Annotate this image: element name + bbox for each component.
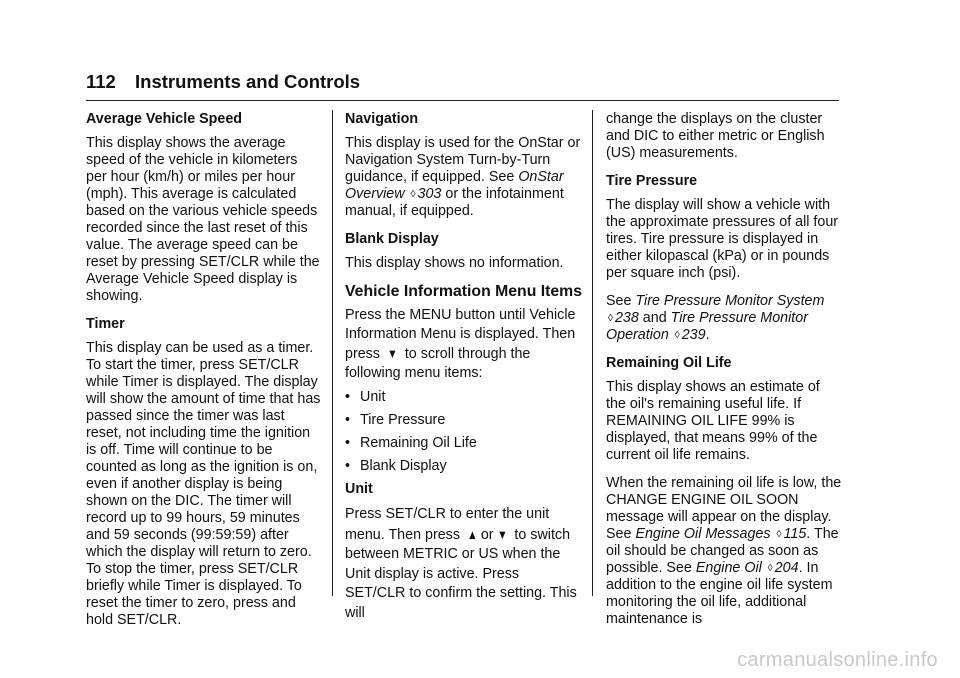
page-ref-arrow-icon: ◊ (767, 563, 773, 574)
heading-average-vehicle-speed: Average Vehicle Speed (86, 111, 243, 127)
link-tire-pressure-monitor-system[interactable]: Tire Pressure Monitor System (635, 293, 825, 309)
oil-low-text-a: When the remaining oil life is low, the CHANGE ENGINE OIL SOON message will appear on the display. See (606, 475, 842, 542)
paragraph-unit-continued: change the displays on the cluster and DIC to either metric or English (US) measurements. (606, 111, 825, 161)
column-1 (86, 111, 322, 635)
nav-text-1: This display is used for the OnStar or Navigation System Turn-by-Turn guidance, if equipped. See (345, 135, 581, 185)
page-ref-238[interactable]: 238 (614, 310, 639, 326)
nav-text-2: or the infotainment manual, if equipped. (345, 186, 564, 219)
paragraph-timer: This display can be used as a timer. To start the timer, press SET/CLR while Timer is displayed. The display will show the amount of time that has passed since the timer was last reset, not including time the ignition is off. Time will continue to be counted as long as the ignition is on, even if another display is being shown on the DIC. The timer will record up to 99 hours, 59 minutes and 59 seconds (99:59:59) after which the display will return to zero. To stop the timer, press SET/CLR briefly while Timer is displayed. To reset the timer to zero, press and hold SET/CLR. (86, 340, 321, 628)
paragraph-menu-intro (345, 306, 582, 383)
paragraph-average-speed: This display shows the average speed of the vehicle in kilometers per hour (km/h) or miles per hour (mph). This average is calculated based on the various vehicle speeds recorded since the last reset of this value. The average speed can be reset by pressing SET/CLR while the Average Vehicle Speed display is showing. (86, 135, 320, 304)
unit-text-2: to switch between METRIC or US when the Unit display is active. Press SET/CLR to confirm the setting. This will (345, 526, 577, 621)
bullet-icon: • (345, 458, 351, 474)
column-divider-2 (592, 110, 593, 596)
up-arrow-icon: ▲ (467, 526, 478, 542)
heading-remaining-oil-life: Remaining Oil Life (606, 355, 732, 371)
link-onstar-overview[interactable]: OnStar Overview (345, 169, 564, 202)
bullet-icon: • (345, 435, 351, 451)
page-ref-239[interactable]: 239 (681, 327, 706, 343)
paragraph-unit (345, 505, 582, 623)
page-ref-arrow-icon: ◊ (410, 189, 416, 200)
list-item: • Blank Display (345, 458, 447, 474)
down-arrow-icon: ▼ (387, 346, 398, 361)
menu-intro-text: Press the MENU button until Vehicle Information Menu is displayed. Then press (345, 307, 576, 362)
page-ref-204[interactable]: 204 (774, 560, 799, 576)
paragraph-tire-pressure: The display will show a vehicle with the approximate pressures of all four tires. Tire pressure is displayed in either kilopascal (kPa) or in pounds per square inch (psi). (606, 197, 839, 281)
page-ref-303[interactable]: 303 (417, 186, 442, 202)
link-engine-oil[interactable]: Engine Oil (695, 560, 762, 576)
tire-and-text: and (642, 310, 667, 326)
paragraph-oil-low: When the remaining oil life is low, the CHANGE ENGINE OIL SOON message will appear on the display. See Engine Oil Messages ◊ 115. The oil should be changed as soon as possible. See Engine Oil ◊ 204. In addition to the engine oil life system monitoring the oil life, additional maintenance is (606, 475, 842, 627)
bullet-icon: • (345, 389, 351, 405)
page-header (86, 71, 360, 93)
unit-text-1: Press SET/CLR to enter the unit menu. Then press (345, 506, 550, 543)
bullet-icon: • (345, 412, 351, 428)
paragraph-navigation (345, 135, 582, 220)
oil-low-text-b: The oil should be changed as soon as possible. See (606, 526, 839, 576)
column-3 (606, 111, 842, 634)
page-ref-115[interactable]: 115 (783, 526, 807, 542)
heading-unit: Unit (345, 481, 373, 497)
section-title-vehicle-info-menu: Vehicle Information Menu Items (345, 283, 582, 300)
page-ref-arrow-icon: ◊ (776, 529, 782, 540)
column-2 (345, 111, 582, 629)
heading-tire-pressure: Tire Pressure (606, 173, 698, 189)
heading-blank-display: Blank Display (345, 231, 439, 247)
link-tire-pressure-monitor-operation[interactable]: Tire Pressure Monitor Operation (606, 310, 808, 343)
list-item: • Remaining Oil Life (345, 435, 477, 451)
paragraph-tire-see: See Tire Pressure Monitor System ◊ 238 and Tire Pressure Monitor Operation ◊ 239. (606, 293, 825, 343)
paragraph-blank-display: This display shows no information. (345, 255, 564, 271)
list-item: • Tire Pressure (345, 412, 446, 428)
page-title: Instruments and Controls (135, 71, 361, 92)
page-ref-arrow-icon: ◊ (608, 313, 613, 324)
header-rule (86, 100, 839, 101)
link-engine-oil-messages[interactable]: Engine Oil Messages (635, 526, 771, 542)
down-arrow-icon: ▼ (496, 526, 508, 542)
oil-low-text-c: In addition to the engine oil life system monitoring the oil life, additional maintenance is (606, 560, 833, 627)
heading-navigation: Navigation (345, 111, 419, 127)
column-divider-1 (332, 110, 333, 596)
tire-see-text: See (606, 293, 632, 309)
unit-or: or (480, 526, 494, 543)
paragraph-oil-life: This display shows an estimate of the oil's remaining useful life. If REMAINING OIL LIFE 99% is displayed, that means 99% of the current oil life remains. (606, 379, 820, 463)
watermark: carmanualsonline.info (737, 649, 938, 671)
page-ref-arrow-icon: ◊ (674, 330, 680, 341)
heading-timer: Timer (86, 316, 125, 332)
menu-intro-text-2: to scroll through the following menu items: (345, 346, 531, 381)
page-number: 112 (86, 71, 116, 92)
list-item: • Unit (345, 389, 386, 405)
